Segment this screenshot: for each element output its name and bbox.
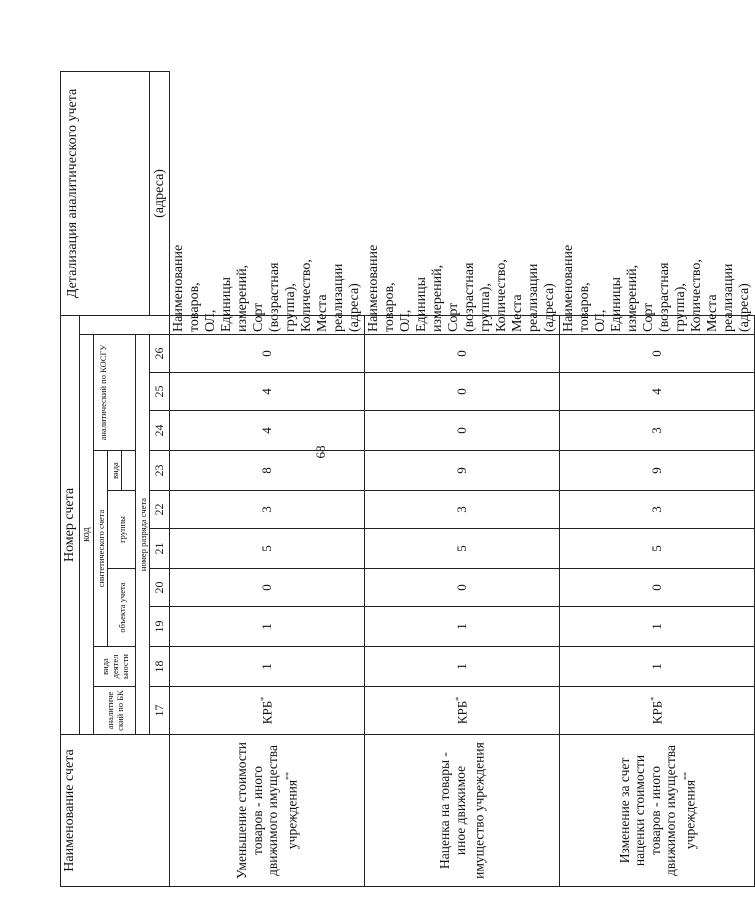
row-1-detail: Наименование товаров, ОЛ, Единицы измерений, Сорт (возрастная группа), Количество, Места реализации (адреса) (170, 315, 365, 334)
row-1-d19: 1 (170, 607, 365, 647)
header-code: код (80, 335, 94, 735)
row-3-d25: 4 (560, 373, 755, 411)
row-3-d20: 0 (560, 569, 755, 607)
row-2-d18: 1 (365, 647, 560, 687)
row-3-d23: 9 (560, 451, 755, 491)
row-1-d21: 5 (170, 529, 365, 569)
row-2-d20: 0 (365, 569, 560, 607)
row-2-d26: 0 (365, 335, 560, 373)
header-account-number: Номер счета (61, 315, 80, 734)
rotated-table-container (60, 72, 752, 887)
header-object: объекта учета (108, 569, 136, 647)
digit-18: 18 (150, 647, 170, 687)
header-digit-number: номер разряда счета (136, 335, 150, 735)
header-activity-type: вида деятел ьности (94, 647, 136, 687)
digit-23: 23 (150, 451, 170, 491)
table-row (170, 71, 365, 886)
row-3-detail: Наименование товаров, ОЛ, Единицы измерений, Сорт (возрастная группа), Количество, Места реализации (адреса) (560, 315, 755, 334)
digit-17: 17 (150, 687, 170, 735)
row-3-d26: 0 (560, 335, 755, 373)
header-group: группы (108, 491, 136, 569)
table-row (365, 71, 560, 886)
row-2-d19: 1 (365, 607, 560, 647)
row-1-d24: 4 (170, 411, 365, 451)
row-3-name: Изменение за счет наценки стоимости товаров - иного движимого имущества учреждения** (560, 735, 755, 887)
header-kosgu: аналитический по КОСГУ (94, 335, 136, 451)
header-detail: Детализация аналитического учета (61, 71, 150, 315)
row-1-d26: 0 (170, 335, 365, 373)
header-kind: вида (108, 451, 122, 491)
row-1-d23: 8 (170, 451, 365, 491)
row-1-d18: 1 (170, 647, 365, 687)
header-spacer (80, 315, 170, 334)
accounts-table (60, 71, 755, 887)
header-kind-spacer (122, 451, 136, 491)
row-3-d21: 5 (560, 529, 755, 569)
row-1-krb: КРБ* (170, 687, 365, 735)
header-synthetic: синтетического счета (94, 451, 108, 647)
row-1-name: Уменьшение стоимости товаров - иного движимого имущества учреждения** (170, 735, 365, 887)
row-2-d24: 0 (365, 411, 560, 451)
header-addresses: (адреса) (150, 71, 170, 315)
digit-25: 25 (150, 373, 170, 411)
row-2-d23: 9 (365, 451, 560, 491)
row-3-d22: 3 (560, 491, 755, 529)
row-2-krb: КРБ* (365, 687, 560, 735)
digit-26: 26 (150, 335, 170, 373)
header-analytic-bk: аналитиче ский по БК (94, 687, 136, 735)
row-1-d22: 3 (170, 491, 365, 529)
digit-20: 20 (150, 569, 170, 607)
row-3-d24: 3 (560, 411, 755, 451)
row-3-d18: 1 (560, 647, 755, 687)
row-3-krb: КРБ* (560, 687, 755, 735)
row-2-d22: 3 (365, 491, 560, 529)
row-1-d25: 4 (170, 373, 365, 411)
row-2-detail: Наименование товаров, ОЛ, Единицы измерений, Сорт (возрастная группа), Количество, Места реализации (адреса) (365, 315, 560, 334)
row-2-d21: 5 (365, 529, 560, 569)
row-3-d19: 1 (560, 607, 755, 647)
row-1-d20: 0 (170, 569, 365, 607)
row-2-name: Наценка на товары - иное движимое имущество учреждения (365, 735, 560, 887)
digit-21: 21 (150, 529, 170, 569)
row-2-d25: 0 (365, 373, 560, 411)
table-row (560, 71, 755, 886)
digit-24: 24 (150, 411, 170, 451)
page-number: 68 (313, 445, 328, 459)
digit-19: 19 (150, 607, 170, 647)
header-account-name: Наименование счета (61, 735, 170, 887)
digit-22: 22 (150, 491, 170, 529)
